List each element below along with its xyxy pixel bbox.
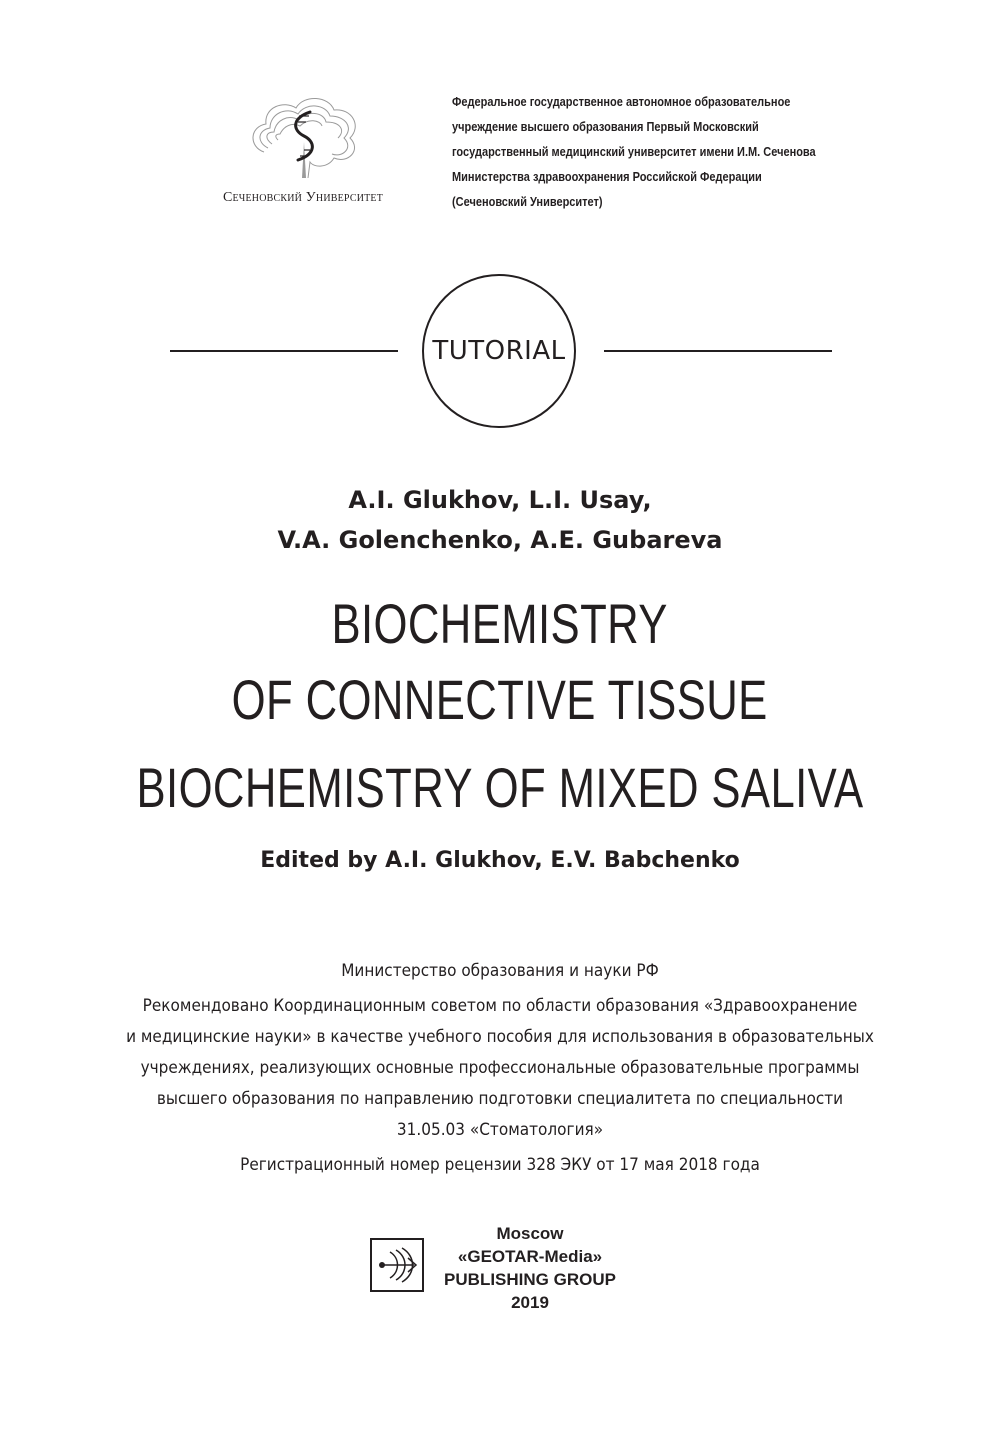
recommendation-line: высшего образования по направлению подготовки специалитета по специальности (156, 1089, 844, 1109)
institution-line: государственный медицинский университет имени И.М. Сеченова (452, 145, 816, 159)
authors-line-2: V.A. Golenchenko, A.E. Gubareva (277, 526, 723, 554)
recommendation-line: и медицинские науки» в качестве учебного пособия для использования в образовательных (126, 1027, 874, 1047)
book-title-line-3 (0, 758, 1000, 818)
title-text: BIOCHEMISTRY (331, 592, 669, 655)
publisher-name: «GEOTAR-Media» (457, 1247, 603, 1266)
institution-line: (Сеченовский Университет) (452, 195, 603, 209)
title-text: OF CONNECTIVE TISSUE (231, 668, 769, 731)
university-logo (196, 92, 410, 216)
authors-line-1: A.I. Glukhov, L.I. Usay, (348, 486, 652, 514)
publisher-city: Moscow (496, 1224, 564, 1243)
publisher-text (430, 1222, 630, 1314)
publisher (370, 1222, 630, 1322)
tutorial-badge (422, 274, 576, 428)
book-title-line-1 (0, 594, 1000, 654)
divider-left (170, 350, 398, 352)
ministry: Министерство образования и науки РФ (341, 961, 659, 981)
recommendation-line: 31.05.03 «Стоматология» (396, 1120, 604, 1140)
publication-year: 2019 (511, 1293, 549, 1312)
geotar-logo-icon (370, 1238, 424, 1292)
institution-line: учреждение высшего образования Первый Московский (452, 120, 759, 134)
book-title-line-2 (0, 670, 1000, 730)
tutorial-label: TUTORIAL (432, 336, 566, 366)
authors (0, 480, 1000, 560)
university-name: Сеченовский Университет (222, 190, 384, 205)
recommendation-line: учреждениях, реализующих основные профессиональные образовательные программы (140, 1058, 860, 1078)
recommendation (60, 956, 940, 1181)
registration-number: Регистрационный номер рецензии 328 ЭКУ от 17 мая 2018 года (240, 1155, 760, 1175)
editors: Edited by A.I. Glukhov, E.V. Babchenko (260, 848, 740, 873)
institution-info (452, 90, 822, 215)
institution-line: Федеральное государственное автономное образовательное (452, 95, 791, 109)
title-text: BIOCHEMISTRY OF MIXED SALIVA (136, 756, 864, 819)
institution-line: Министерства здравоохранения Российской Федерации (452, 170, 762, 184)
divider-right (604, 350, 832, 352)
publisher-group: PUBLISHING GROUP (444, 1270, 616, 1289)
recommendation-line: Рекомендовано Координационным советом по области образования «Здравоохранение (142, 996, 858, 1016)
dna-tree-icon (244, 92, 364, 184)
